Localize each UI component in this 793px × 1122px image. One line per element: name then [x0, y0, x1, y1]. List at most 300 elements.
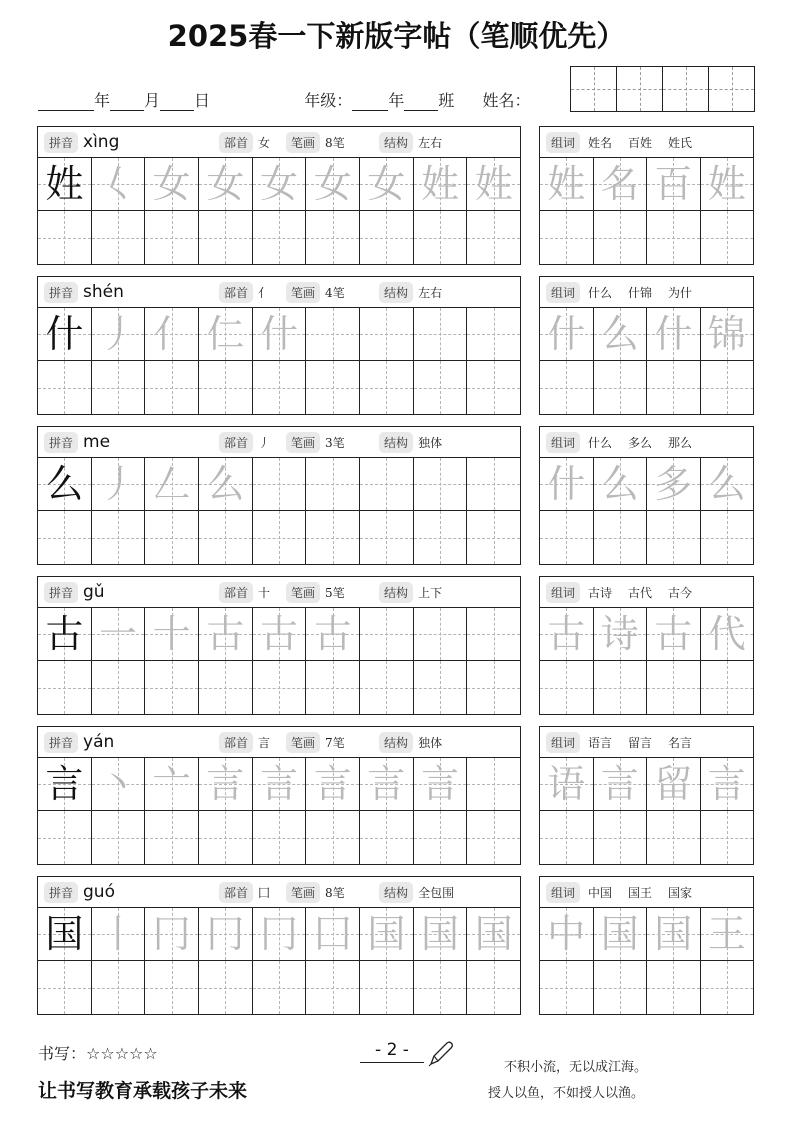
- practice-cell[interactable]: [594, 511, 648, 564]
- practice-cell[interactable]: [38, 511, 92, 564]
- practice-cell[interactable]: [92, 211, 146, 264]
- stroke-order-char: 言: [313, 762, 352, 806]
- practice-cell[interactable]: [92, 308, 146, 360]
- practice-cell[interactable]: [145, 961, 199, 1014]
- word-item: 百姓: [628, 135, 653, 150]
- stroke-order-char: 古: [313, 612, 352, 656]
- practice-cell[interactable]: [647, 908, 701, 960]
- practice-cell[interactable]: [306, 608, 360, 660]
- word-item: 名言: [668, 735, 693, 750]
- practice-cell[interactable]: [306, 661, 360, 714]
- words-header: [540, 277, 753, 308]
- practice-cell[interactable]: [594, 361, 648, 414]
- practice-cell[interactable]: [38, 961, 92, 1014]
- structure-value: 独体: [418, 435, 443, 450]
- practice-cell[interactable]: [594, 961, 648, 1014]
- stroke-order-char: 丿: [99, 462, 138, 506]
- practice-cell[interactable]: [360, 308, 414, 360]
- practice-cell[interactable]: [92, 608, 146, 660]
- practice-cell[interactable]: [253, 308, 307, 360]
- word-trace-char: 代: [707, 612, 746, 656]
- practice-cell[interactable]: [467, 511, 520, 564]
- grade-year-blank[interactable]: [352, 93, 388, 111]
- practice-cell[interactable]: [414, 458, 468, 510]
- model-row: [38, 308, 520, 361]
- practice-cell[interactable]: [253, 458, 307, 510]
- structure-tag: 结构: [379, 882, 413, 903]
- structure-tag: 结构: [379, 732, 413, 753]
- model-row: [38, 458, 520, 511]
- word-model-row: [540, 158, 753, 211]
- practice-cell[interactable]: [38, 361, 92, 414]
- stroke-order-char: 姓: [474, 162, 513, 206]
- practice-cell[interactable]: [467, 308, 520, 360]
- year-blank[interactable]: [38, 93, 94, 111]
- practice-cell[interactable]: [92, 908, 146, 960]
- stroke-order-char: 古: [260, 612, 299, 656]
- practice-cell[interactable]: [701, 908, 754, 960]
- practice-cell[interactable]: [306, 361, 360, 414]
- word-blank-row: [540, 961, 753, 1014]
- practice-cell[interactable]: [701, 961, 754, 1014]
- strokes-tag: 笔画: [286, 132, 320, 153]
- practice-cell[interactable]: [701, 811, 754, 864]
- practice-cell[interactable]: [701, 758, 754, 810]
- practice-cell[interactable]: [145, 811, 199, 864]
- word-practice-block: [539, 276, 754, 415]
- model-row: [38, 608, 520, 661]
- practice-cell[interactable]: [540, 458, 594, 510]
- practice-cell[interactable]: [647, 458, 701, 510]
- radical-value: 女: [258, 135, 271, 150]
- word-model-row: [540, 608, 753, 661]
- practice-cell[interactable]: [145, 158, 199, 210]
- practice-cell[interactable]: [306, 458, 360, 510]
- page-title: 2025春一下新版字帖（笔顺优先）: [167, 19, 626, 53]
- practice-cell[interactable]: [199, 308, 253, 360]
- radical-tag: 部首: [219, 732, 253, 753]
- strokes-tag: 笔画: [286, 582, 320, 603]
- pinyin-value: gǔ: [83, 582, 105, 602]
- practice-cell[interactable]: [360, 158, 414, 210]
- practice-cell[interactable]: [38, 811, 92, 864]
- practice-cell[interactable]: [701, 158, 754, 210]
- practice-cell[interactable]: [38, 758, 92, 810]
- word-trace-char: 国: [654, 912, 693, 956]
- strokes-value: 7笔: [325, 735, 345, 750]
- practice-cell[interactable]: [145, 908, 199, 960]
- practice-cell[interactable]: [199, 458, 253, 510]
- practice-cell[interactable]: [199, 511, 253, 564]
- radical-value: 亻: [258, 285, 271, 300]
- practice-cell[interactable]: [306, 908, 360, 960]
- pinyin-value: me: [83, 432, 111, 452]
- practice-cell[interactable]: [92, 361, 146, 414]
- practice-cell[interactable]: [701, 608, 754, 660]
- practice-cell[interactable]: [701, 361, 754, 414]
- practice-cell[interactable]: [306, 758, 360, 810]
- practice-cell[interactable]: [594, 661, 648, 714]
- word-item: 语言: [588, 735, 613, 750]
- word-item: 国王: [628, 885, 653, 900]
- practice-cell[interactable]: [594, 458, 648, 510]
- practice-cell[interactable]: [414, 511, 468, 564]
- words-header: [540, 427, 753, 458]
- structure-value: 独体: [418, 735, 443, 750]
- practice-cell[interactable]: [360, 811, 414, 864]
- word-blank-row: [540, 511, 753, 564]
- practice-cell[interactable]: [38, 458, 92, 510]
- practice-cell[interactable]: [467, 158, 520, 210]
- radical-tag: 部首: [219, 432, 253, 453]
- name-cell[interactable]: [709, 67, 754, 111]
- stroke-order-char: 丶: [99, 762, 138, 806]
- practice-cell[interactable]: [467, 811, 520, 864]
- practice-cell[interactable]: [145, 458, 199, 510]
- word-item: 那么: [668, 435, 693, 450]
- strokes-value: 8笔: [325, 135, 345, 150]
- stroke-order-char: 女: [206, 162, 245, 206]
- practice-cell[interactable]: [540, 661, 594, 714]
- word-practice-block: [539, 576, 754, 715]
- practice-cell[interactable]: [145, 661, 199, 714]
- practice-cell[interactable]: [594, 211, 648, 264]
- month-label: 月: [144, 91, 161, 110]
- practice-cell[interactable]: [145, 308, 199, 360]
- structure-value: 全包围: [418, 885, 455, 900]
- practice-cell[interactable]: [38, 908, 92, 960]
- practice-cell[interactable]: [540, 158, 594, 210]
- word-item: 什么: [588, 435, 613, 450]
- word-trace-char: 多: [654, 462, 693, 506]
- stroke-order-char: 囗: [313, 912, 352, 956]
- practice-cell[interactable]: [92, 811, 146, 864]
- words-header: [540, 127, 753, 158]
- practice-cell[interactable]: [647, 961, 701, 1014]
- practice-cell[interactable]: [360, 661, 414, 714]
- stroke-order-char: 十: [152, 612, 191, 656]
- char-practice-block: [37, 426, 521, 565]
- strokes-value: 4笔: [325, 285, 345, 300]
- practice-cell[interactable]: [540, 361, 594, 414]
- practice-cell[interactable]: [360, 961, 414, 1014]
- word-model-row: [540, 758, 753, 811]
- char-practice-block: [37, 876, 521, 1015]
- practice-cell[interactable]: [38, 608, 92, 660]
- words-header: [540, 877, 753, 908]
- day-label: 日: [194, 91, 211, 110]
- practice-cell[interactable]: [414, 961, 468, 1014]
- practice-cell[interactable]: [199, 811, 253, 864]
- practice-cell[interactable]: [360, 908, 414, 960]
- radical-tag: 部首: [219, 132, 253, 153]
- pinyin-tag: 拼音: [44, 132, 78, 153]
- practice-cell[interactable]: [199, 661, 253, 714]
- model-char: 么: [45, 462, 84, 506]
- words-tag: 组词: [546, 582, 580, 603]
- practice-cell[interactable]: [253, 211, 307, 264]
- practice-cell[interactable]: [360, 458, 414, 510]
- practice-cell[interactable]: [306, 211, 360, 264]
- practice-cell[interactable]: [414, 211, 468, 264]
- word-item: 留言: [628, 735, 653, 750]
- strokes-tag: 笔画: [286, 732, 320, 753]
- practice-cell[interactable]: [594, 908, 648, 960]
- word-item: 古今: [668, 585, 693, 600]
- stroke-order-char: 言: [260, 762, 299, 806]
- word-trace-char: 语: [547, 762, 586, 806]
- practice-cell[interactable]: [92, 511, 146, 564]
- stroke-order-char: 姓: [421, 162, 460, 206]
- practice-cell[interactable]: [701, 458, 754, 510]
- word-list: [580, 134, 700, 151]
- strokes-tag: 笔画: [286, 432, 320, 453]
- word-practice-block: [539, 726, 754, 865]
- name-box[interactable]: [570, 66, 755, 112]
- pinyin-value: xìng: [83, 132, 120, 152]
- practice-cell[interactable]: [38, 661, 92, 714]
- word-item: 为什: [668, 285, 693, 300]
- class-label: 班: [438, 91, 455, 110]
- name-cell[interactable]: [663, 67, 709, 111]
- practice-cell[interactable]: [145, 361, 199, 414]
- word-practice-block: [539, 876, 754, 1015]
- grade-year-label: 年: [388, 91, 405, 110]
- practice-cell[interactable]: [467, 361, 520, 414]
- practice-cell[interactable]: [594, 608, 648, 660]
- structure-tag: 结构: [379, 282, 413, 303]
- practice-cell[interactable]: [647, 758, 701, 810]
- pen-icon: [425, 1038, 455, 1068]
- practice-cell[interactable]: [540, 908, 594, 960]
- practice-cell[interactable]: [38, 308, 92, 360]
- word-trace-char: 锦: [707, 312, 746, 356]
- blank-row: [38, 961, 520, 1014]
- word-trace-char: 国: [600, 912, 639, 956]
- stroke-order-char: 言: [206, 762, 245, 806]
- practice-cell[interactable]: [647, 811, 701, 864]
- practice-cell[interactable]: [199, 908, 253, 960]
- practice-cell[interactable]: [467, 758, 520, 810]
- practice-cell[interactable]: [467, 458, 520, 510]
- name-label: 姓名：: [482, 91, 531, 110]
- practice-cell[interactable]: [199, 211, 253, 264]
- practice-cell[interactable]: [92, 661, 146, 714]
- practice-cell[interactable]: [253, 758, 307, 810]
- practice-cell[interactable]: [360, 361, 414, 414]
- structure-value: 左右: [418, 135, 443, 150]
- practice-cell[interactable]: [360, 608, 414, 660]
- word-item: 国家: [668, 885, 693, 900]
- pinyin-value: yán: [83, 732, 115, 752]
- practice-cell[interactable]: [253, 608, 307, 660]
- practice-cell[interactable]: [199, 608, 253, 660]
- practice-cell[interactable]: [145, 758, 199, 810]
- strokes-value: 8笔: [325, 885, 345, 900]
- stroke-order-char: 女: [313, 162, 352, 206]
- practice-cell[interactable]: [360, 211, 414, 264]
- word-trace-char: 诗: [600, 612, 639, 656]
- practice-cell[interactable]: [253, 158, 307, 210]
- practice-cell[interactable]: [467, 908, 520, 960]
- practice-cell[interactable]: [701, 661, 754, 714]
- practice-cell[interactable]: [540, 608, 594, 660]
- word-list: [580, 584, 700, 601]
- practice-cell[interactable]: [647, 158, 701, 210]
- structure-value: 左右: [418, 285, 443, 300]
- practice-cell[interactable]: [253, 361, 307, 414]
- practice-cell[interactable]: [540, 758, 594, 810]
- practice-cell[interactable]: [701, 308, 754, 360]
- practice-cell[interactable]: [38, 158, 92, 210]
- practice-cell[interactable]: [199, 361, 253, 414]
- name-cell[interactable]: [571, 67, 617, 111]
- quote-2: 授人以鱼，不如授人以渔。: [488, 1086, 645, 1101]
- practice-cell[interactable]: [540, 811, 594, 864]
- practice-cell[interactable]: [414, 361, 468, 414]
- practice-cell[interactable]: [306, 811, 360, 864]
- practice-cell[interactable]: [253, 908, 307, 960]
- day-blank[interactable]: [160, 93, 194, 111]
- stroke-order-char: 亻: [152, 312, 191, 356]
- practice-cell[interactable]: [253, 961, 307, 1014]
- practice-cell[interactable]: [306, 511, 360, 564]
- practice-cell[interactable]: [647, 211, 701, 264]
- structure-tag: 结构: [379, 432, 413, 453]
- practice-cell[interactable]: [414, 661, 468, 714]
- char-practice-block: [37, 576, 521, 715]
- practice-cell[interactable]: [253, 661, 307, 714]
- practice-cell[interactable]: [414, 811, 468, 864]
- stroke-order-char: 古: [206, 612, 245, 656]
- practice-cell[interactable]: [540, 961, 594, 1014]
- strokes-value: 5笔: [325, 585, 345, 600]
- pinyin-value: guó: [83, 882, 115, 902]
- word-blank-row: [540, 361, 753, 414]
- practice-cell[interactable]: [199, 961, 253, 1014]
- model-char: 国: [45, 912, 84, 956]
- word-item: 古诗: [588, 585, 613, 600]
- practice-cell[interactable]: [647, 361, 701, 414]
- word-list: [580, 734, 700, 751]
- practice-cell[interactable]: [647, 608, 701, 660]
- practice-cell[interactable]: [360, 758, 414, 810]
- pinyin-value: shén: [83, 282, 124, 302]
- practice-cell[interactable]: [92, 458, 146, 510]
- blank-row: [38, 511, 520, 564]
- word-item: 姓氏: [668, 135, 693, 150]
- model-row: [38, 908, 520, 961]
- practice-cell[interactable]: [414, 608, 468, 660]
- practice-cell[interactable]: [253, 511, 307, 564]
- practice-cell[interactable]: [38, 211, 92, 264]
- practice-cell[interactable]: [540, 511, 594, 564]
- practice-cell[interactable]: [467, 211, 520, 264]
- practice-cell[interactable]: [594, 158, 648, 210]
- blank-row: [38, 361, 520, 414]
- practice-cell[interactable]: [647, 661, 701, 714]
- word-trace-char: 么: [600, 462, 639, 506]
- words-tag: 组词: [546, 282, 580, 303]
- practice-cell[interactable]: [594, 308, 648, 360]
- practice-cell[interactable]: [360, 511, 414, 564]
- stroke-order-char: 冂: [260, 912, 299, 956]
- practice-cell[interactable]: [92, 158, 146, 210]
- practice-cell[interactable]: [414, 758, 468, 810]
- practice-cell[interactable]: [467, 608, 520, 660]
- word-item: 多么: [628, 435, 653, 450]
- practice-cell[interactable]: [414, 158, 468, 210]
- word-trace-char: 姓: [707, 162, 746, 206]
- word-trace-char: 古: [547, 612, 586, 656]
- practice-cell[interactable]: [647, 308, 701, 360]
- radical-value: 言: [258, 735, 271, 750]
- practice-cell[interactable]: [414, 308, 468, 360]
- char-info-header: [38, 427, 520, 458]
- stroke-order-char: 国: [367, 912, 406, 956]
- practice-cell[interactable]: [92, 758, 146, 810]
- word-practice-block: [539, 426, 754, 565]
- word-model-row: [540, 308, 753, 361]
- stroke-order-char: 冂: [206, 912, 245, 956]
- pinyin-tag: 拼音: [44, 882, 78, 903]
- month-blank[interactable]: [110, 93, 144, 111]
- practice-cell[interactable]: [306, 158, 360, 210]
- word-trace-char: 姓: [547, 162, 586, 206]
- practice-cell[interactable]: [540, 308, 594, 360]
- stroke-order-char: 冂: [152, 912, 191, 956]
- practice-cell[interactable]: [540, 211, 594, 264]
- char-info-header: [38, 727, 520, 758]
- practice-cell[interactable]: [145, 608, 199, 660]
- word-item: 中国: [588, 885, 613, 900]
- word-trace-char: 留: [654, 762, 693, 806]
- practice-cell[interactable]: [306, 961, 360, 1014]
- blank-row: [38, 661, 520, 714]
- name-cell[interactable]: [617, 67, 663, 111]
- practice-cell[interactable]: [467, 661, 520, 714]
- char-info-header: [38, 127, 520, 158]
- practice-cell[interactable]: [145, 211, 199, 264]
- practice-cell[interactable]: [199, 158, 253, 210]
- practice-cell[interactable]: [647, 511, 701, 564]
- practice-cell[interactable]: [92, 961, 146, 1014]
- practice-cell[interactable]: [594, 811, 648, 864]
- practice-cell[interactable]: [414, 908, 468, 960]
- practice-cell[interactable]: [199, 758, 253, 810]
- practice-cell[interactable]: [701, 511, 754, 564]
- practice-cell[interactable]: [253, 811, 307, 864]
- char-info-header: [38, 877, 520, 908]
- strokes-value: 3笔: [325, 435, 345, 450]
- blank-row: [38, 811, 520, 864]
- radical-tag: 部首: [219, 582, 253, 603]
- practice-cell[interactable]: [594, 758, 648, 810]
- practice-cell[interactable]: [467, 961, 520, 1014]
- words-header: [540, 577, 753, 608]
- practice-cell[interactable]: [145, 511, 199, 564]
- structure-value: 上下: [418, 585, 443, 600]
- year-label: 年: [94, 91, 111, 110]
- stroke-order-char: 丨: [99, 912, 138, 956]
- class-blank[interactable]: [404, 93, 438, 111]
- word-trace-char: 么: [600, 312, 639, 356]
- stroke-order-char: 国: [421, 912, 460, 956]
- practice-cell[interactable]: [701, 211, 754, 264]
- practice-cell[interactable]: [306, 308, 360, 360]
- word-item: 古代: [628, 585, 653, 600]
- stroke-order-char: 言: [421, 762, 460, 806]
